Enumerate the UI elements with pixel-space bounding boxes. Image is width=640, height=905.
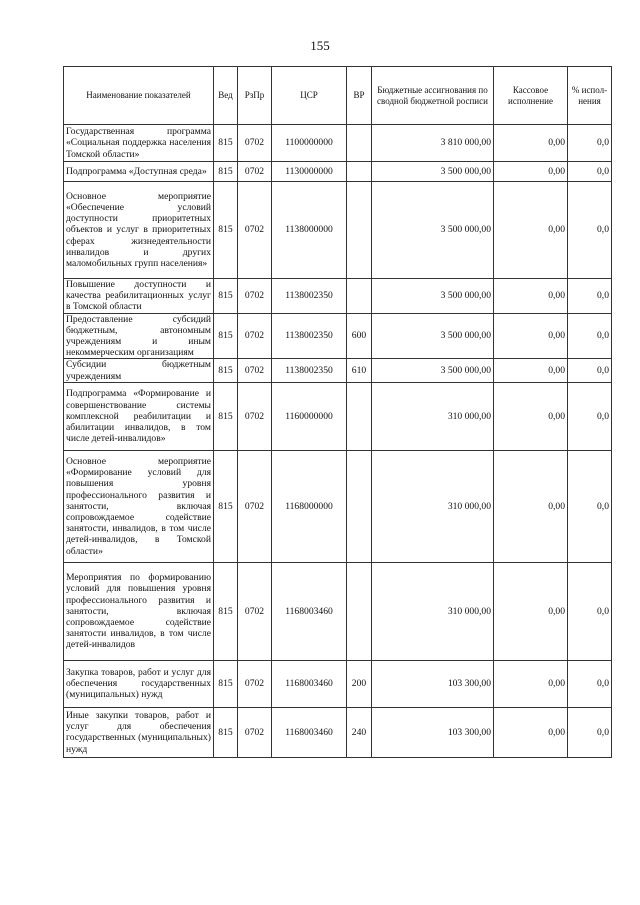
cell-cash-execution: 0,00 bbox=[494, 313, 568, 359]
cell-name: Основное мероприятие «Формирование условий для повышения уровня профессионального развития и занятости, включая сопровождаемое содействие занятости, инвалидов, в том числе детей-инвалидов, в Томской области» bbox=[64, 450, 214, 562]
table-header-row bbox=[64, 67, 612, 125]
cell-csr: 1168003460 bbox=[272, 562, 347, 660]
cell-execution-percent: 0,0 bbox=[568, 359, 612, 382]
cell-vr bbox=[347, 562, 372, 660]
cell-ved: 815 bbox=[214, 125, 238, 162]
table-row bbox=[64, 382, 612, 450]
cell-execution-percent: 0,0 bbox=[568, 182, 612, 279]
cell-ved: 815 bbox=[214, 382, 238, 450]
cell-assignments: 310 000,00 bbox=[372, 562, 494, 660]
cell-csr: 1168003460 bbox=[272, 707, 347, 757]
cell-cash-execution: 0,00 bbox=[494, 562, 568, 660]
cell-ved: 815 bbox=[214, 279, 238, 314]
cell-vr bbox=[347, 450, 372, 562]
page-number: 155 bbox=[310, 38, 330, 53]
table-row bbox=[64, 660, 612, 707]
table-row bbox=[64, 125, 612, 162]
cell-csr: 1138000000 bbox=[272, 182, 347, 279]
cell-rzpr: 0702 bbox=[238, 660, 272, 707]
cell-cash-execution: 0,00 bbox=[494, 162, 568, 182]
cell-vr bbox=[347, 382, 372, 450]
cell-csr: 1130000000 bbox=[272, 162, 347, 182]
header-vr: ВР bbox=[347, 67, 372, 125]
cell-assignments: 3 500 000,00 bbox=[372, 313, 494, 359]
cell-assignments: 103 300,00 bbox=[372, 707, 494, 757]
cell-name: Предоставление субсидий бюджетным, автономным учреждениям и иным некоммерческим организациям bbox=[64, 313, 214, 359]
cell-name: Субсидии бюджетным учреждениям bbox=[64, 359, 214, 382]
cell-vr: 240 bbox=[347, 707, 372, 757]
cell-vr bbox=[347, 279, 372, 314]
cell-vr: 600 bbox=[347, 313, 372, 359]
cell-ved: 815 bbox=[214, 562, 238, 660]
table-row bbox=[64, 182, 612, 279]
table-row bbox=[64, 707, 612, 757]
cell-execution-percent: 0,0 bbox=[568, 313, 612, 359]
cell-ved: 815 bbox=[214, 359, 238, 382]
cell-rzpr: 0702 bbox=[238, 562, 272, 660]
cell-execution-percent: 0,0 bbox=[568, 162, 612, 182]
cell-ved: 815 bbox=[214, 450, 238, 562]
header-csr: ЦСР bbox=[272, 67, 347, 125]
table-row bbox=[64, 162, 612, 182]
cell-name: Повышение доступности и качества реабилитационных услуг в Томской области bbox=[64, 279, 214, 314]
cell-assignments: 3 500 000,00 bbox=[372, 359, 494, 382]
cell-ved: 815 bbox=[214, 660, 238, 707]
table-row bbox=[64, 562, 612, 660]
cell-assignments: 103 300,00 bbox=[372, 660, 494, 707]
cell-assignments: 3 500 000,00 bbox=[372, 162, 494, 182]
cell-rzpr: 0702 bbox=[238, 359, 272, 382]
cell-vr bbox=[347, 182, 372, 279]
cell-execution-percent: 0,0 bbox=[568, 279, 612, 314]
cell-rzpr: 0702 bbox=[238, 313, 272, 359]
cell-assignments: 310 000,00 bbox=[372, 382, 494, 450]
cell-ved: 815 bbox=[214, 182, 238, 279]
cell-rzpr: 0702 bbox=[238, 382, 272, 450]
header-assignments: Бюджетные ассигнования по сводной бюджетной росписи bbox=[372, 67, 494, 125]
cell-name: Закупка товаров, работ и услуг для обеспечения государственных (муниципальных) нужд bbox=[64, 660, 214, 707]
cell-execution-percent: 0,0 bbox=[568, 562, 612, 660]
cell-rzpr: 0702 bbox=[238, 279, 272, 314]
cell-cash-execution: 0,00 bbox=[494, 450, 568, 562]
cell-cash-execution: 0,00 bbox=[494, 359, 568, 382]
cell-cash-execution: 0,00 bbox=[494, 382, 568, 450]
cell-assignments: 3 500 000,00 bbox=[372, 182, 494, 279]
cell-name: Иные закупки товаров, работ и услуг для обеспечения государственных (муниципальных) нужд bbox=[64, 707, 214, 757]
cell-cash-execution: 0,00 bbox=[494, 182, 568, 279]
cell-csr: 1138002350 bbox=[272, 279, 347, 314]
cell-rzpr: 0702 bbox=[238, 125, 272, 162]
cell-vr bbox=[347, 125, 372, 162]
cell-rzpr: 0702 bbox=[238, 162, 272, 182]
cell-execution-percent: 0,0 bbox=[568, 125, 612, 162]
cell-csr: 1100000000 bbox=[272, 125, 347, 162]
cell-csr: 1138002350 bbox=[272, 359, 347, 382]
table-row bbox=[64, 450, 612, 562]
cell-csr: 1160000000 bbox=[272, 382, 347, 450]
table-row bbox=[64, 313, 612, 359]
header-rzpr: РзПр bbox=[238, 67, 272, 125]
cell-vr: 200 bbox=[347, 660, 372, 707]
header-ved: Вед bbox=[214, 67, 238, 125]
cell-name: Подпрограмма «Формирование и совершенствование системы комплексной реабилитации и абилитации инвалидов, в том числе детей-инвалидов» bbox=[64, 382, 214, 450]
cell-execution-percent: 0,0 bbox=[568, 382, 612, 450]
cell-assignments: 3 810 000,00 bbox=[372, 125, 494, 162]
budget-table bbox=[63, 66, 612, 758]
cell-rzpr: 0702 bbox=[238, 450, 272, 562]
cell-cash-execution: 0,00 bbox=[494, 660, 568, 707]
header-name: Наименование показателей bbox=[64, 67, 214, 125]
cell-csr: 1168000000 bbox=[272, 450, 347, 562]
cell-name: Мероприятия по формированию условий для повышения уровня профессионального развития и занятости, включая сопровождаемое содействие занятости инвалидов, в том числе детей-инвалидов bbox=[64, 562, 214, 660]
cell-rzpr: 0702 bbox=[238, 707, 272, 757]
cell-execution-percent: 0,0 bbox=[568, 450, 612, 562]
cell-name: Государственная программа «Социальная поддержка населения Томской области» bbox=[64, 125, 214, 162]
cell-vr: 610 bbox=[347, 359, 372, 382]
header-cash-execution: Кассовое исполнение bbox=[494, 67, 568, 125]
cell-cash-execution: 0,00 bbox=[494, 279, 568, 314]
cell-execution-percent: 0,0 bbox=[568, 660, 612, 707]
cell-csr: 1168003460 bbox=[272, 660, 347, 707]
cell-assignments: 310 000,00 bbox=[372, 450, 494, 562]
table-row bbox=[64, 359, 612, 382]
cell-vr bbox=[347, 162, 372, 182]
cell-cash-execution: 0,00 bbox=[494, 707, 568, 757]
cell-assignments: 3 500 000,00 bbox=[372, 279, 494, 314]
table-row bbox=[64, 279, 612, 314]
cell-ved: 815 bbox=[214, 707, 238, 757]
cell-cash-execution: 0,00 bbox=[494, 125, 568, 162]
cell-ved: 815 bbox=[214, 313, 238, 359]
cell-name: Основное мероприятие «Обеспечение условий доступности приоритетных объектов и услуг в приоритетных сферах жизнедеятельности инвалидов и других маломобильных групп населения» bbox=[64, 182, 214, 279]
cell-rzpr: 0702 bbox=[238, 182, 272, 279]
cell-csr: 1138002350 bbox=[272, 313, 347, 359]
cell-ved: 815 bbox=[214, 162, 238, 182]
header-execution-percent: % испол-нения bbox=[568, 67, 612, 125]
cell-name: Подпрограмма «Доступная среда» bbox=[64, 162, 214, 182]
cell-execution-percent: 0,0 bbox=[568, 707, 612, 757]
